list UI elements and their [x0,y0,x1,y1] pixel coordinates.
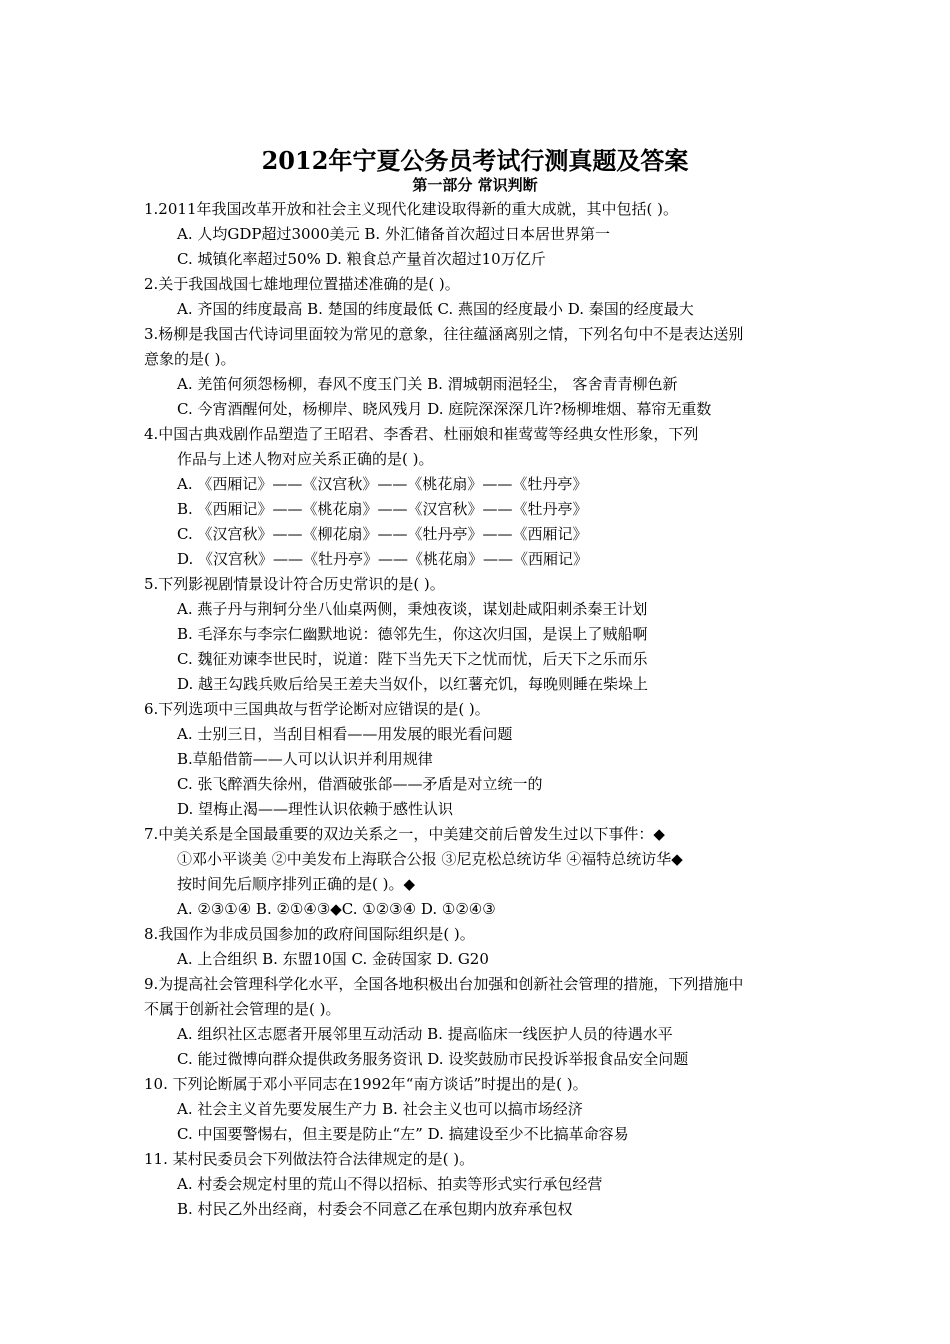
answer-option-line: D. 《汉宫秋》——《牡丹亭》——《桃花扇》——《西厢记》 [177,550,589,568]
section-heading: 第一部分 常识判断 [412,176,538,194]
answer-option-line: C. 今宵酒醒何处，杨柳岸、晓风残月 D. 庭院深深深几许?杨柳堆烟、幕帘无重数 [177,400,712,418]
question-line: 3.杨柳是我国古代诗词里面较为常见的意象，往往蕴涵离别之情，下列名句中不是表达送别 [144,325,744,343]
answer-option-line: 作品与上述人物对应关系正确的是( )。 [177,450,434,468]
question-line: 6.下列选项中三国典故与哲学论断对应错误的是( )。 [144,700,490,718]
answer-option-line: A. 组织社区志愿者开展邻里互动活动 B. 提高临床一线医护人员的待遇水平 [177,1025,673,1043]
question-line: 8.我国作为非成员国参加的政府间国际组织是( )。 [144,925,475,943]
answer-option-line: A. 人均GDP超过3000美元 B. 外汇储备首次超过日本居世界第一 [177,225,610,243]
question-line: 意象的是( )。 [144,350,236,368]
answer-option-line: B. 《西厢记》——《桃花扇》——《汉宫秋》——《牡丹亭》 [177,500,588,518]
answer-option-line: A. 上合组织 B. 东盟10国 C. 金砖国家 D. G20 [177,950,489,968]
answer-option-line: ①邓小平谈美 ②中美发布上海联合公报 ③尼克松总统访华 ④福特总统访华◆ [177,850,683,868]
answer-option-line: C. 《汉宫秋》——《柳花扇》——《牡丹亭》——《西厢记》 [177,525,588,543]
question-line: 4.中国古典戏剧作品塑造了王昭君、李香君、杜丽娘和崔莺莺等经典女性形象，下列 [144,425,699,443]
answer-option-line: C. 中国要警惕右，但主要是防止“左” D. 搞建设至少不比搞革命容易 [177,1125,629,1143]
answer-option-line: C. 张飞醉酒失徐州，借酒破张郃——矛盾是对立统一的 [177,775,543,793]
question-line: 10. 下列论断属于邓小平同志在1992年“南方谈话”时提出的是( )。 [144,1075,588,1093]
answer-option-line: A. 村委会规定村里的荒山不得以招标、拍卖等形式实行承包经营 [177,1175,603,1193]
answer-option-line: A. 社会主义首先要发展生产力 B. 社会主义也可以搞市场经济 [177,1100,583,1118]
question-line: 5.下列影视剧情景设计符合历史常识的是( )。 [144,575,445,593]
page-title: 2012年宁夏公务员考试行测真题及答案 [261,146,689,175]
answer-option-line: A. 《西厢记》——《汉宫秋》——《桃花扇》——《牡丹亭》 [177,475,588,493]
answer-option-line: B. 村民乙外出经商，村委会不同意乙在承包期内放弃承包权 [177,1200,573,1218]
answer-option-line: A. ②③①④ B. ②①④③◆C. ①②③④ D. ①②④③ [177,900,496,918]
answer-option-line: 按时间先后顺序排列正确的是( )。◆ [177,875,416,893]
question-line: 9.为提高社会管理科学化水平，全国各地积极出台加强和创新社会管理的措施，下列措施中 [144,975,744,993]
answer-option-line: A. 齐国的纬度最高 B. 楚国的纬度最低 C. 燕国的经度最小 D. 秦国的经度最大 [177,300,694,318]
question-line: 7.中美关系是全国最重要的双边关系之一，中美建交前后曾发生过以下事件：◆ [144,825,665,843]
document-body [144,197,816,1222]
answer-option-line: A. 燕子丹与荆轲分坐八仙桌两侧，秉烛夜谈，谋划赴咸阳刺杀秦王计划 [177,600,648,618]
question-line: 1.2011年我国改革开放和社会主义现代化建设取得新的重大成就，其中包括( )。 [144,200,678,218]
question-line: 11. 某村民委员会下列做法符合法律规定的是( )。 [144,1150,475,1168]
answer-option-line: D. 越王勾践兵败后给吴王差夫当奴仆，以红薯充饥，每晚则睡在柴垛上 [177,675,649,693]
answer-option-line: B. 毛泽东与李宗仁幽默地说：德邻先生，你这次归国，是误上了贼船啊 [177,625,648,643]
answer-option-line: A. 羌笛何须怨杨柳，春风不度玉门关 B. 渭城朝雨浥轻尘， 客舍青青柳色新 [177,375,678,393]
answer-option-line: A. 士别三日，当刮目相看——用发展的眼光看问题 [177,725,513,743]
answer-option-line: C. 魏征劝谏李世民时，说道：陛下当先天下之忧而忧，后天下之乐而乐 [177,650,648,668]
question-line: 不属于创新社会管理的是( )。 [144,1000,341,1018]
answer-option-line: C. 城镇化率超过50% D. 粮食总产量首次超过10万亿斤 [177,250,546,268]
answer-option-line: D. 望梅止渴——理性认识依赖于感性认识 [177,800,454,818]
question-line: 2.关于我国战国七雄地理位置描述准确的是( )。 [144,275,460,293]
answer-option-line: B.草船借箭——人可以认识并利用规律 [177,750,433,768]
answer-option-line: C. 能过微博向群众提供政务服务资讯 D. 设奖鼓励市民投诉举报食品安全问题 [177,1050,689,1068]
